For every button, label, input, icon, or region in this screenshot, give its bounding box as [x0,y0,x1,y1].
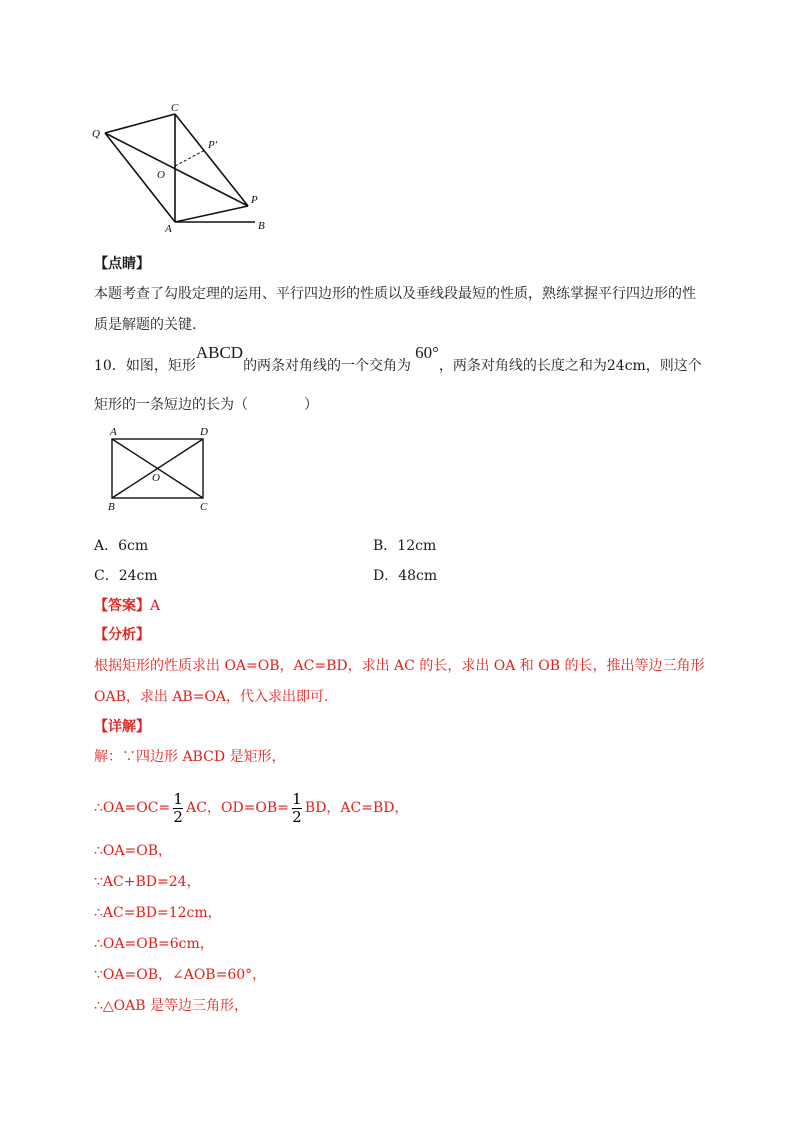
rect-label-a: A [110,426,117,438]
rect-label-c: C [200,501,208,513]
question-prefix: 10．如图，矩形 [94,358,196,374]
question-angle: 60° [415,343,439,362]
answer-row [94,597,160,615]
frac-part-2: AC，OD=OB= [186,800,289,816]
rect-label-o: O [152,472,160,484]
label-q: Q [92,128,100,140]
frac-den-1: 2 [173,807,183,826]
label-p-prime: P' [208,139,218,151]
question-mid-text: 的两条对角线的一个交角为 [243,358,412,374]
answer-value: A [150,598,161,614]
detail-line-1: 解：∵四边形 ABCD 是矩形， [94,749,286,765]
analysis-heading: 【分析】 [94,627,150,643]
tip-heading: 【点睛】 [94,256,150,272]
detail-line-7: ∵OA=OB，∠AOB=60°， [94,967,267,983]
rect-label-b: B [108,501,115,513]
option-b: B．12cm [373,538,437,554]
tip-line-2: 质是解题的关键. [94,317,197,333]
option-d: D．48cm [373,568,438,584]
detail-line-6: ∴OA=OB=6cm， [94,936,214,952]
label-o: O [157,169,165,181]
detail-line-8: ∴△OAB 是等边三角形， [94,998,248,1014]
frac-den-2: 2 [292,807,302,826]
label-c: C [171,102,179,114]
detail-line-4: ∵AC+BD=24， [94,874,201,890]
analysis-line-2: OAB，求出 AB=OA，代入求出即可. [94,689,329,705]
option-a: A．6cm [94,538,149,554]
label-b: B [258,220,265,232]
frac-num-2: 1 [292,789,302,808]
detail-line-5: ∴AC=BD=12cm， [94,905,222,921]
question-line-2: 矩形的一条短边的长为（ ） [94,397,318,413]
question-end-text: ，两条对角线的长度之和为24cm，则这个 [438,358,702,374]
rect-label-d: D [200,426,208,438]
question-line-1 [94,343,702,375]
rectangle-lines [112,439,203,498]
fraction-half-1 [173,791,183,826]
detail-heading: 【详解】 [94,719,150,735]
question-rect-name: ABCD [195,343,244,362]
frac-num-1: 1 [173,789,183,808]
answer-heading: 【答案】 [94,598,150,614]
tip-line-1: 本题考查了勾股定理的运用、平行四边形的性质以及垂线段最短的性质，熟练掌握平行四边形的性 [94,286,696,302]
dashed-segment-op-prime [175,150,205,166]
detail-line-3: ∴OA=OB， [94,843,172,859]
analysis-line-1: 根据矩形的性质求出 OA=OB，AC=BD，求出 AC 的长，求出 OA 和 OB 的长，推出等边三角形 [94,658,705,674]
label-a: A [165,223,172,235]
frac-part-1: ∴OA=OC= [94,800,171,816]
option-c: C．24cm [94,568,158,584]
detail-fraction-line [94,786,409,830]
frac-part-3: BD，AC=BD， [304,800,409,816]
parallelogram-lines [105,114,255,222]
label-p: P [251,194,258,206]
fraction-half-2 [292,791,302,826]
